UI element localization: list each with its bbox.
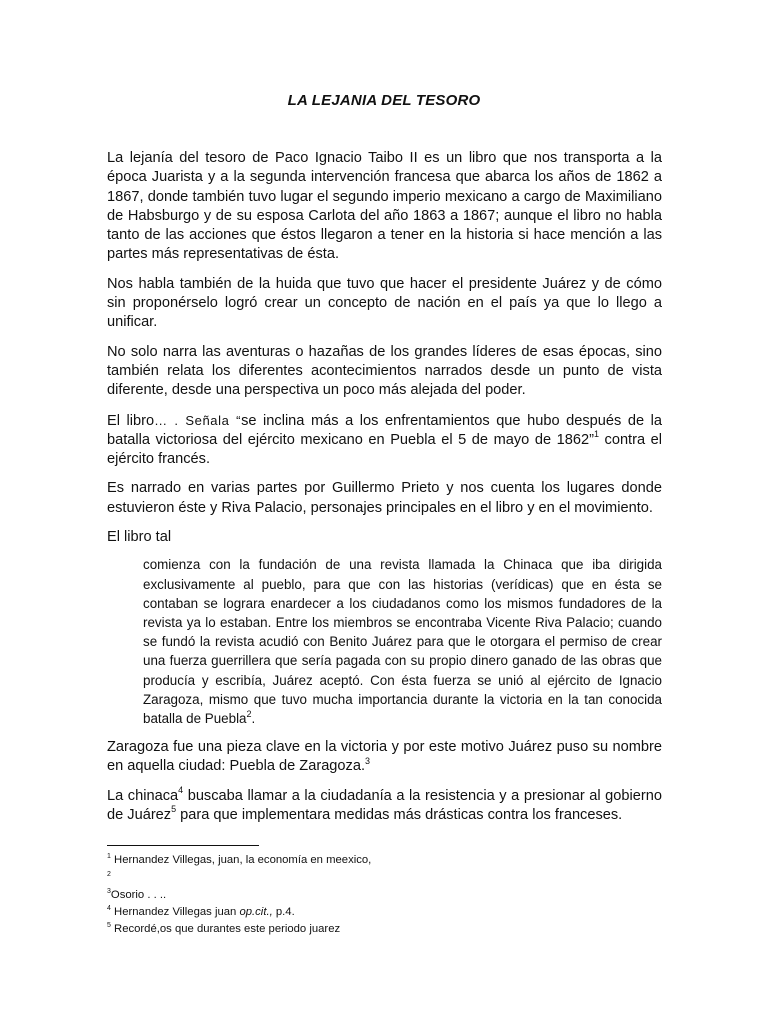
paragraph-4-quote: se inclina más a los enfrentamientos que hubo después de la batalla victoriosa del ejército mexicano en Puebla el 5 de mayo de 1862”: [107, 412, 662, 448]
paragraph-8-middle: buscaba llamar a la ciudadanía a la resistencia y a presionar al gobierno de Juárez: [107, 787, 662, 824]
footnote-number: 1: [107, 853, 111, 861]
block-quote-text: comienza con la fundación de una revista llamada la Chinaca que iba dirigida exclusivamente al pueblo, para que con las historias (verídicas) que en ésta se contaban se lograra enardecer a los ciudadanos como los mismos fundadores de la revista ya lo estaban. Entre los miembros se encontraba Vicente Riva Palacio; cuando se fundó la revista acudió con Benito Juárez para que le otorgara el permiso de crear una fuerza guerrillera que sería pagada con su propio dinero ganado de las obras que producía y escribía, Juárez aceptó. Con ésta fuerza se unió al ejército de Ignacio Zaragoza, mismo que tuvo mucha importancia durante la victoria en la tan conocida batalla de Puebla: [143, 557, 662, 726]
footnote-number: 2: [107, 870, 111, 878]
paragraph-2: Nos habla también de la huida que tuvo que hacer el presidente Juárez y de cómo sin proponérselo logró crear un concepto de nación en el país ya que lo llego a unificar.: [107, 275, 662, 331]
footnote-ref-5: 5: [171, 804, 177, 815]
paragraph-6: El libro tal: [107, 529, 172, 546]
paragraph-4: [107, 411, 662, 470]
paragraph-3: No solo narra las aventuras o hazañas de los grandes líderes de esas épocas, sino también relata los diferentes acontecimientos narrados desde un punto de vista diferente, desde una perspectiva un poco más alejada del poder.: [107, 343, 662, 399]
footnote-ref-3: 3: [365, 755, 371, 766]
footnote-3: [107, 887, 667, 904]
block-quote-end: .: [251, 710, 256, 726]
footnote-ref-4: 4: [178, 784, 184, 795]
paragraph-8: [107, 784, 662, 826]
footnote-ref-1: 1: [593, 429, 599, 439]
paragraph-1: La lejanía del tesoro de Paco Ignacio Taibo II es un libro que nos transporta a la época Juarista y a la segunda intervención francesa que abarca los años de 1862 a 1867, donde también tuvo lugar el segundo imperio mexicano a cargo de Maximiliano de Habsburgo y de su esposa Carlota del año 1863 a 1867; aunque el libro no habla tanto de las acciones que éstos llegaron a tener en la historia si hace mención a las partes más representativas de ésta.: [107, 150, 662, 263]
paragraph-8-start: La chinaca: [107, 787, 179, 804]
footnote-number: 3: [107, 887, 111, 895]
footnote-text: Hernandez Villegas juan: [110, 905, 240, 918]
paragraph-7: [107, 738, 662, 777]
paragraph-5: Es narrado en varias partes por Guillermo Prieto y nos cuenta los lugares donde estuvieron éste y Riva Palacio, personajes principales en el libro y en el movimiento.: [107, 480, 662, 516]
block-quote: [143, 555, 662, 728]
footnote-1: [107, 852, 667, 869]
paragraph-4-end: contra el ejército francés.: [107, 431, 663, 468]
footnote-italic: op.cit.,: [239, 905, 273, 918]
footnotes: [107, 852, 667, 938]
paragraph-4-senala: … . Señala “: [154, 412, 242, 428]
footnote-number: 4: [107, 905, 111, 913]
footnote-text-after: p.4.: [272, 905, 295, 918]
paragraph-8-end: para que implementara medidas más drásticas contra los franceses.: [176, 807, 623, 824]
document-body: [107, 149, 662, 835]
footnote-text: Hernandez Villegas, juan, la economía en meexico,: [110, 854, 372, 866]
footnote-ref-2: 2: [246, 708, 252, 719]
footnote-separator: [107, 845, 259, 846]
footnote-text: Recordé,os que durantes este periodo juarez: [110, 923, 341, 936]
footnote-2: [107, 869, 667, 886]
document-title: LA LEJANIA DEL TESORO: [287, 92, 481, 109]
footnote-4: [107, 904, 667, 921]
footnote-number: 5: [107, 922, 111, 930]
paragraph-7-text: Zaragoza fue una pieza clave en la victoria y por este motivo Juárez puso su nombre en aquella ciudad: Puebla de Zaragoza.: [107, 739, 662, 775]
paragraph-4-start: El libro: [107, 412, 155, 429]
footnote-5: [107, 921, 667, 938]
footnote-text: Osorio . . ..: [110, 888, 167, 901]
